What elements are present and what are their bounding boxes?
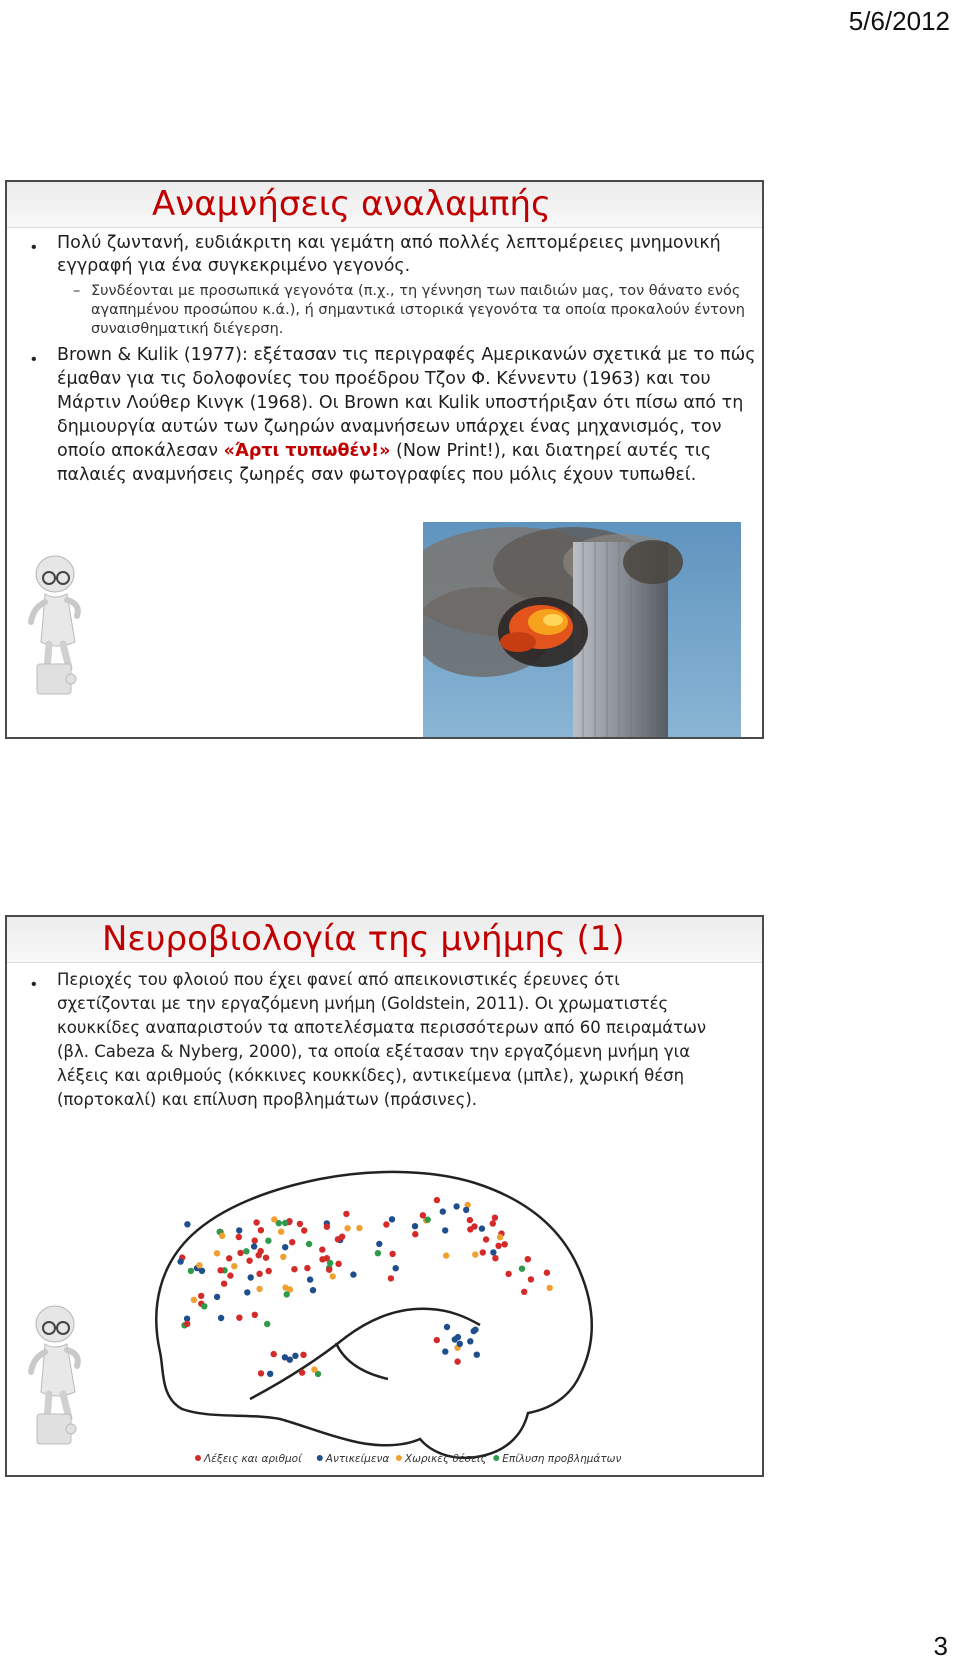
activation-dot (483, 1236, 489, 1242)
activation-dot (505, 1271, 511, 1277)
activation-dot (258, 1227, 264, 1233)
activation-dot (237, 1250, 243, 1256)
activation-dot (300, 1352, 306, 1358)
activation-dot (297, 1221, 303, 1227)
activation-dot (344, 1225, 350, 1231)
activation-dot (471, 1223, 477, 1229)
activation-dot (184, 1321, 190, 1327)
page-number: 3 (933, 1631, 948, 1661)
activation-dot (324, 1224, 330, 1230)
activation-dot (434, 1337, 440, 1343)
activation-dot (497, 1234, 503, 1240)
legend-dot (317, 1455, 323, 1461)
activation-dot (453, 1203, 459, 1209)
activation-dot (356, 1225, 362, 1231)
activation-dot (299, 1369, 305, 1375)
activation-dot (490, 1220, 496, 1226)
bullet-text-line: Brown & Kulik (1977): εξέτασαν τις περιγραφές Αμερικανών σχετικά με το πώς (57, 345, 756, 365)
thinking-figure-illustration (19, 552, 99, 702)
activation-dot (258, 1370, 264, 1376)
activation-dot (434, 1197, 440, 1203)
thinking-figure-illustration (19, 1302, 99, 1452)
sub-bullet-line: αγαπημένου προσώπου κ.ά.), ή σημαντικά ιστορικά γεγονότα τα οποία προκαλούν έντονη (91, 302, 745, 318)
activation-dot (375, 1250, 381, 1256)
text-run: οποίο αποκάλεσαν (57, 441, 224, 461)
bullet-text-line: εγγραφή για ένα συγκεκριμένο γεγονός. (57, 256, 411, 276)
activation-dot (264, 1321, 270, 1327)
activation-dot (335, 1261, 341, 1267)
activation-dot (463, 1207, 469, 1213)
activation-dot (218, 1315, 224, 1321)
bullet-text-line: (βλ. Cabeza & Nyberg, 2000), τα οποία εξέτασαν την εργαζόμενη μνήμη για (57, 1042, 691, 1061)
activation-dot (472, 1251, 478, 1257)
bullet-marker: • (31, 239, 37, 256)
bullet-text-line: Πολύ ζωντανή, ευδιάκριτη και γεμάτη από πολλές λεπτομέρειες μνημονική (57, 233, 721, 253)
activation-dot (282, 1284, 288, 1290)
activation-dot (196, 1262, 202, 1268)
activation-dot (263, 1255, 269, 1261)
activation-dot (412, 1231, 418, 1237)
activation-dot (388, 1275, 394, 1281)
activation-dot (443, 1252, 449, 1258)
activation-dot (455, 1334, 461, 1340)
activation-dot (201, 1303, 207, 1309)
header-date: 5/6/2012 (848, 6, 950, 36)
activation-dot (236, 1234, 242, 1240)
activation-dot (282, 1354, 288, 1360)
activation-dot (236, 1315, 242, 1321)
now-print-emphasis: «Άρτι τυπωθέν!» (223, 441, 391, 461)
activation-dot (191, 1297, 197, 1303)
activation-dot (301, 1227, 307, 1233)
activation-dot (217, 1267, 223, 1273)
legend-label: Αντικείμενα (325, 1453, 390, 1465)
activation-dot (214, 1250, 220, 1256)
activation-dot (383, 1221, 389, 1227)
activation-dot (310, 1287, 316, 1293)
activation-dot (280, 1254, 286, 1260)
activation-dot (480, 1249, 486, 1255)
sub-bullet-line: συναισθηματική διέγερση. (91, 321, 284, 337)
activation-dot (248, 1274, 254, 1280)
bullet-text-line: Περιοχές του φλοιού που έχει φανεί από απεικονιστικές έρευνες ότι (57, 970, 620, 989)
activation-dot (266, 1268, 272, 1274)
brain-diagram (130, 1147, 622, 1472)
activation-dot (528, 1276, 534, 1282)
activation-dot (271, 1216, 277, 1222)
activation-dot (226, 1255, 232, 1261)
activation-dot (521, 1289, 527, 1295)
brain-legend (195, 1453, 621, 1465)
activation-dot (177, 1258, 183, 1264)
activation-dot (444, 1324, 450, 1330)
activation-dot (492, 1215, 498, 1221)
activation-dot (339, 1234, 345, 1240)
activation-dot (231, 1263, 237, 1269)
activation-dot (246, 1258, 252, 1264)
activation-dot (420, 1212, 426, 1218)
activation-dot (490, 1249, 496, 1255)
legend-dot (195, 1455, 201, 1461)
activation-dot (271, 1351, 277, 1357)
text-run: (Now Print!), και διατηρεί αυτές τις (390, 441, 712, 461)
activation-dot (253, 1219, 259, 1225)
activation-dot (188, 1268, 194, 1274)
activation-dot (474, 1352, 480, 1358)
slide-memory-neurobiology (5, 915, 764, 1477)
activation-dot (184, 1221, 190, 1227)
sub-bullet-line: Συνδέονται με προσωπικά γεγονότα (π.χ., τη γέννηση των παιδιών μας, τον θάνατο ενός (91, 283, 741, 299)
bullet-marker: • (31, 976, 37, 993)
activation-dot (389, 1216, 395, 1222)
activation-dot (289, 1239, 295, 1245)
activation-dot (311, 1366, 317, 1372)
activation-dot (282, 1244, 288, 1250)
activation-dot (467, 1217, 473, 1223)
activation-dot (267, 1371, 273, 1377)
activation-dot (519, 1266, 525, 1272)
activation-dot (467, 1338, 473, 1344)
activation-dot (492, 1255, 498, 1261)
legend-dot (493, 1455, 499, 1461)
activation-dot (327, 1260, 333, 1266)
activation-dot (278, 1229, 284, 1235)
activation-dot (472, 1327, 478, 1333)
activation-dot (350, 1271, 356, 1277)
activation-dot (457, 1341, 463, 1347)
activation-dot (256, 1286, 262, 1292)
activation-dot (307, 1276, 313, 1282)
activation-dot (412, 1223, 418, 1229)
activation-dot (479, 1225, 485, 1231)
activation-dot (389, 1251, 395, 1257)
bullet-text-line: δημιουργία αυτών των ζωηρών αναμνήσεων υπάρχει ένας μηχανισμός, τον (57, 417, 722, 437)
bullet-text-line: παλαιές αναμνήσεις ζωηρές σαν φωτογραφίες που μόλις έχουν τυπωθεί. (57, 465, 697, 485)
activation-dot (525, 1256, 531, 1262)
activation-dot (265, 1238, 271, 1244)
bullet-text-line: λέξεις και αριθμούς (κόκκινες κουκκίδες), αντικείμενα (μπλε), χωρική θέση (57, 1066, 685, 1085)
slide-flashbulb-memories (5, 180, 764, 739)
activation-dot (256, 1271, 262, 1277)
sub-bullet-marker: – (73, 283, 81, 299)
activation-dot (291, 1266, 297, 1272)
activation-dot (330, 1273, 336, 1279)
activation-dot (243, 1248, 249, 1254)
activation-dot (227, 1272, 233, 1278)
activation-dot (221, 1281, 227, 1287)
activation-dot (544, 1270, 550, 1276)
legend-label: Λέξεις και αριθμοί (204, 1453, 302, 1465)
legend-label: Χωρικές θέσεις (404, 1453, 487, 1465)
activation-dot (282, 1220, 288, 1226)
bullet-text-line: έμαθαν για τις δολοφονίες του προέδρου Τζον Φ. Κέννεντυ (1963) και του (57, 369, 711, 389)
activation-dot (292, 1353, 298, 1359)
activation-dot (376, 1241, 382, 1247)
activation-dot (442, 1227, 448, 1233)
activation-dot (244, 1289, 250, 1295)
slide-title: Αναμνήσεις αναλαμπής (152, 184, 551, 224)
activation-dot (252, 1312, 258, 1318)
activation-dot (495, 1243, 501, 1249)
slide-title: Νευροβιολογία της μνήμης (1) (102, 919, 625, 959)
activation-dot (326, 1267, 332, 1273)
activation-dot (425, 1217, 431, 1223)
activation-dot (236, 1227, 242, 1233)
activation-dot (547, 1285, 553, 1291)
activation-dot (256, 1252, 262, 1258)
bullet-marker: • (31, 351, 37, 368)
bullet-text-line: Μάρτιν Λούθερ Κινγκ (1968). Οι Brown και Kulik υποστήριξαν ότι πίσω από τη (57, 393, 744, 413)
activation-dot (251, 1243, 257, 1249)
activation-dot (454, 1358, 460, 1364)
bullet-text-line: κουκκίδες αναπαριστούν τα αποτελέσματα περισσότερων από 60 πειραμάτων (57, 1018, 707, 1037)
activation-dot (502, 1241, 508, 1247)
legend-label: Επίλυση προβλημάτων (502, 1453, 622, 1465)
bullet-text-line: σχετίζονται με την εργαζόμενη μνήμη (Goldstein, 2011). Οι χρωματιστές (57, 994, 669, 1013)
activation-dot (284, 1291, 290, 1297)
bullet-text-line: (πορτοκαλί) και επίλυση προβλημάτων (πράσινες). (57, 1090, 478, 1109)
activation-dot (343, 1211, 349, 1217)
activation-dot (306, 1241, 312, 1247)
activation-dot (440, 1208, 446, 1214)
bullet-text-line (57, 441, 711, 461)
world-trade-center-photo (423, 522, 741, 737)
activation-dot (442, 1348, 448, 1354)
legend-dot (396, 1455, 402, 1461)
activation-dot (393, 1265, 399, 1271)
activation-dot (214, 1294, 220, 1300)
activation-dot (198, 1293, 204, 1299)
activation-dot (219, 1233, 225, 1239)
activation-dot (319, 1246, 325, 1252)
activation-dot (252, 1237, 258, 1243)
activation-dot (304, 1265, 310, 1271)
